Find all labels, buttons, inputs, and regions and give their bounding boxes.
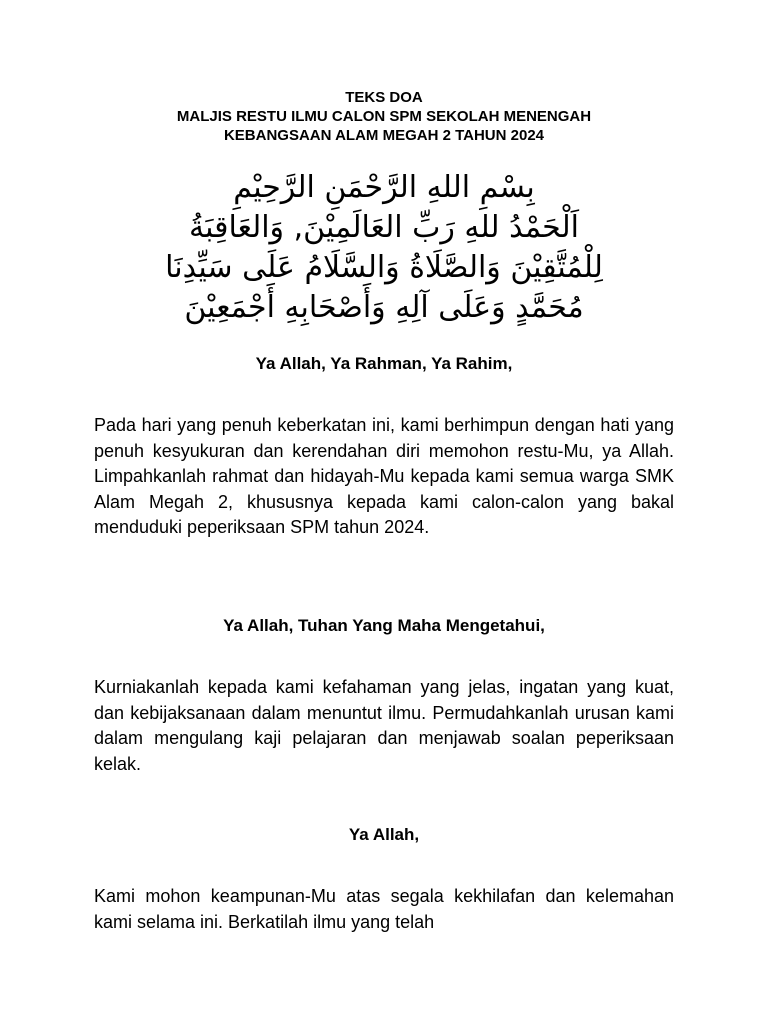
section-paragraph-1: Pada hari yang penuh keberkatan ini, kami berhimpun dengan hati yang penuh kesyukuran dan kerendahan diri memohon restu-Mu, ya Allah. Limpahkanlah rahmat dan hidayah-Mu kepada kami semua warga SMK Alam Megah 2, khususnya kepada kami calon-calon yang bakal menduduki peperiksaan SPM tahun 2024. (94, 415, 674, 537)
title-line-3: KEBANGSAAN ALAM MEGAH 2 TAHUN 2024 (223, 127, 545, 144)
arabic-line-3: لِلْمُتَّقِيْنَ وَالصَّلَاةُ وَالسَّلَامُ عَلَى سَيِّدِنَا (165, 250, 603, 285)
section-heading-3: Ya Allah, (348, 825, 420, 844)
title-line-1: TEKS DOA (345, 89, 423, 106)
section-heading-1: Ya Allah, Ya Rahman, Ya Rahim, (255, 354, 513, 373)
section-heading-2: Ya Allah, Tuhan Yang Maha Mengetahui, (223, 616, 545, 635)
arabic-line-1: بِسْمِ اللهِ الرَّحْمَنِ الرَّحِيْمِ (233, 170, 535, 205)
document-title (94, 88, 674, 145)
arabic-prayer-opening (94, 168, 674, 328)
section-paragraph-3: Kami mohon keampunan-Mu atas segala kekhilafan dan kelemahan kami selama ini. Berkatilah ilmu yang telah (94, 886, 674, 932)
section-paragraph-2: Kurniakanlah kepada kami kefahaman yang jelas, ingatan yang kuat, dan kebijaksanaan dalam menuntut ilmu. Permudahkanlah urusan kami dalam mengulang kaji pelajaran dan menjawab soalan peperiksaan kelak. (94, 677, 674, 774)
title-line-2: MALJIS RESTU ILMU CALON SPM SEKOLAH MENENGAH (176, 108, 592, 125)
arabic-line-2: اَلْحَمْدُ للهِ رَبِّ العَالَمِيْنَ, وَالعَاقِبَةُ (188, 210, 579, 245)
arabic-line-4: مُحَمَّدٍ وَعَلَى آلِهِ وَأَصْحَابِهِ أَجْمَعِيْنَ (184, 290, 584, 325)
